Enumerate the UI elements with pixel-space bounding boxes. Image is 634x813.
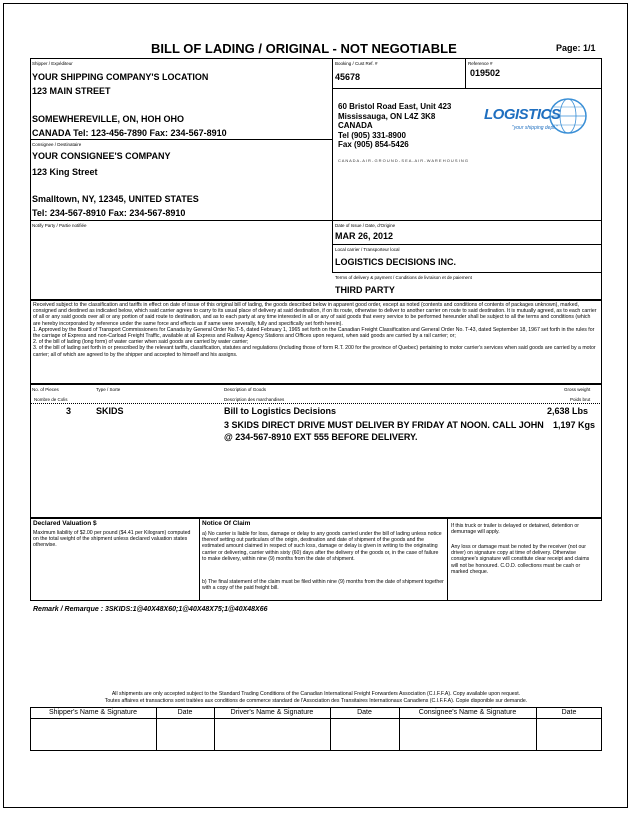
shipper-label: Shipper / Expéditeur	[32, 61, 73, 66]
shipper-contact: CANADA Tel: 123-456-7890 Fax: 234-567-8910	[32, 128, 227, 138]
consignee-signature-field[interactable]	[400, 719, 535, 750]
consignee-label: Consignee / Destinataire	[32, 142, 82, 147]
goods-section	[30, 384, 602, 518]
goods-weight-lbs: 2,638 Lbs	[547, 406, 589, 416]
conditions-text	[33, 302, 599, 358]
date-field-1[interactable]	[157, 719, 213, 750]
shipper-street: 123 MAIN STREET	[32, 86, 111, 96]
date-field-2[interactable]	[331, 719, 398, 750]
footer-text	[30, 691, 602, 705]
bill-of-lading-page	[3, 3, 628, 808]
company-tagline: C A N A D A - A I R - G R O U N D - S E A - A I R - W A R E H O U S I N G	[338, 158, 469, 163]
company-addr3: CANADA	[338, 121, 373, 130]
description-header-fr: Description des marchandises	[224, 397, 285, 402]
weight-header-fr: Poids brut	[570, 397, 591, 402]
description-header: Description of Goods	[224, 387, 267, 392]
goods-desc3: @ 234-567-8910 EXT 555 BEFORE DELIVERY.	[224, 432, 418, 442]
shipper-signature-field[interactable]	[31, 719, 155, 750]
date-field-3[interactable]	[537, 719, 601, 750]
claim-title: Notice Of Claim	[202, 520, 251, 527]
carrier-value: LOGISTICS DECISIONS INC.	[335, 257, 457, 267]
declared-title: Declared Valuation $	[33, 520, 97, 527]
company-addr1: 60 Bristol Road East, Unit 423	[338, 102, 452, 111]
notify-label: Notify Party / Partie notifiée	[32, 223, 87, 228]
shipper-name: YOUR SHIPPING COMPANY'S LOCATION	[32, 72, 209, 82]
conditions-p2: 1. Approved by the Board of Transport Commissioners for Canada by General Order No.T-5, dated February 1, 1965 set forth on the Canadian Freight Classification and General Order No. T-43, dated September 18, 1967 set forth in the rules for the carriage of Express and non-Carload Freight Traffic, available at all Express and Railway Agency Stations and Offices upon request, when said goods are carried by a rail carrier; or;	[33, 326, 595, 340]
terms-label: Terms of delivery & payment / Conditions de livraison et de paiement	[335, 275, 472, 280]
delay-text-2: Any loss or damage must be noted by the receiver (not our driver) on signature copy at time of delivery. Otherwise consignee's signature will constitute clear receipt and claims will not be honoured. C.O.D. collections must be cash or marked cheque.	[451, 544, 590, 575]
driver-signature-field[interactable]	[215, 719, 329, 750]
reference-value: 019502	[470, 68, 501, 78]
logo	[482, 96, 597, 144]
top-section	[30, 58, 602, 300]
declared-text: Maximum liability of $2.00 per pound ($4.41 per Kilogram) computed on the total weight of the shipment unless declared valuation states otherwise.	[33, 530, 191, 549]
date-header-2: Date	[357, 709, 372, 716]
goods-desc2: 3 SKIDS DIRECT DRIVE MUST DELIVER BY FRIDAY AT NOON. CALL JOHN	[224, 420, 544, 430]
company-address	[338, 102, 451, 150]
booking-value: 45678	[335, 72, 361, 82]
claim-text-a: a) No carrier is liable for loss, damage or delay to any goods carried under the bill of lading unless notice thereof setting out particulars of the origin, destination and date of shipment of the goods and the estimated amount claimed in respect of such loss, damage or delay is given in writing to the originating carrier or delivering, carrier within sixty (60) days after the delivery of the goods or, in the case of failure to make delivery, within nine (9) months from the date of shipment.	[202, 531, 442, 562]
goods-weight-kgs: 1,197 Kgs	[553, 420, 596, 430]
conditions-p4: 3. of the bill of lading set forth in or prescribed by the relevant tariffs, classification, statutes and regulations (including those of form R.T. 200 for the province of Quebec) pertaining to motor carrier's services when said goods are carried by a motor carrier; all of which are agreed to by the shipper and accepted to himself and his assigns.	[33, 345, 596, 358]
company-tel: Tel (905) 331-8900	[338, 130, 406, 140]
booking-label: Booking / Cust Ref. #	[335, 61, 378, 66]
conditions-p1: Received subject to the classification and tariffs in effect on date of issue of this original bill of lading, the goods described below in apparent good order, except as noted (contents and conditions of contents of packages unknown), marked, consigned and destined as indicated below, which said carrier agrees to carry to its usual place of delivery at said destination, if on its route, otherwise to deliver to another carrier on route to said destination. It is mutually agreed, as to each carrier of all or any said goods over all or any portion of said route to destination, and as to each party at any time interested in all or any of said goods that every service to be performed hereunder shall be subject to all the terms and conditions (which are hereby incorporated by reference under the same force and effects as if same were severally, fully and specifically set forth herein).	[33, 302, 597, 327]
reference-label: Reference #	[468, 61, 493, 66]
consignee-signature-header: Consignee's Name & Signature	[418, 709, 517, 716]
conditions-p3: 2. of the bill of lading (long form) of water carrier when said goods are carried by water carrier;	[33, 339, 249, 346]
driver-signature-header: Driver's Name & Signature	[230, 709, 314, 716]
date-header-3: Date	[561, 709, 577, 716]
pieces-header: No. of Pieces	[32, 387, 59, 392]
date-header-1: Date	[177, 709, 193, 716]
consignee-street: 123 King Street	[32, 167, 98, 177]
remark: Remark / Remarque : 3SKIDS:1@40X48X60;1@40X48X75;1@40X48X66	[33, 606, 268, 613]
terms-value: THIRD PARTY	[335, 285, 395, 295]
company-fax: Fax (905) 854-5426	[338, 140, 409, 149]
page-number: Page: 1/1	[556, 43, 596, 53]
goods-pieces: 3	[66, 406, 72, 416]
shipper-city: SOMEWHEREVILLE, ON, HOH OHO	[32, 114, 185, 124]
goods-desc1: Bill to Logistics Decisions	[224, 406, 337, 416]
logo-text: LOGISTICS	[484, 106, 561, 123]
logo-slogan: "your shipping dept."	[512, 125, 558, 131]
document-title: BILL OF LADING / ORIGINAL - NOT NEGOTIABLE	[151, 41, 457, 56]
consignee-name: YOUR CONSIGNEE'S COMPANY	[32, 151, 171, 161]
pieces-header-fr: Nombre de Colis	[34, 397, 68, 402]
date-value: MAR 26, 2012	[335, 231, 394, 241]
shipper-signature-header: Shipper's Name & Signature	[48, 709, 138, 716]
company-addr2: Mississauga, ON L4Z 3K8	[338, 111, 436, 121]
consignee-contact: Tel: 234-567-8910 Fax: 234-567-8910	[32, 208, 186, 218]
footer-fr: Toutes affaires et transactions sont traitées aux conditions de commerce standard de l'Association des Transitaires Internationaux Canadiens (C.I.F.F.A). Copie disponible sur demande.	[104, 698, 528, 704]
weight-header: Gross weight	[564, 387, 591, 392]
signature-headers	[30, 707, 602, 719]
carrier-label: Local carrier / Transporteur local	[335, 247, 400, 252]
consignee-city: Smalltown, NY, 12345, UNITED STATES	[32, 194, 199, 204]
date-label: Date of Issue / Date, d'Origine	[335, 223, 396, 228]
type-header: Type / Sorte	[96, 387, 121, 392]
goods-type: SKIDS	[96, 406, 124, 416]
claim-text-b: b) The final statement of the claim must be filed within nine (9) months from the date of shipment together with a copy of the paid freight bill.	[202, 579, 444, 592]
footer-en: All shipments are only accepted subject to the Standard Trading Conditions of the Canadian International Freight Forwarders Association (C.I.F.F.A). Copy available upon request.	[111, 691, 521, 697]
delay-text-1: If this truck or trailer is delayed or detained, detention or demurrage will apply.	[451, 523, 580, 536]
